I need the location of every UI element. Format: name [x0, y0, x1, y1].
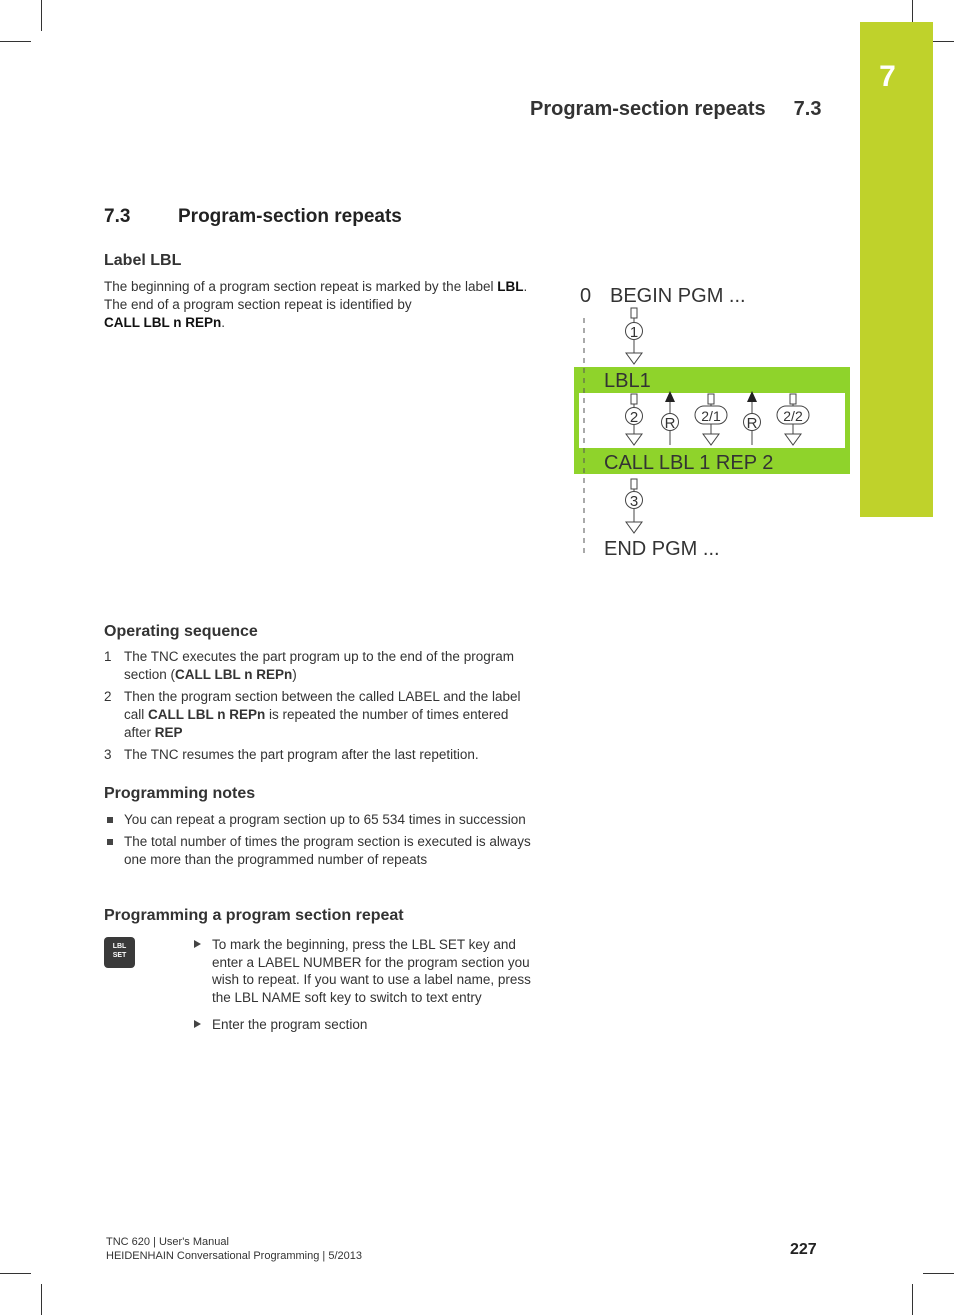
crop-mark: [0, 1273, 31, 1274]
list-item: [104, 648, 534, 684]
operating-steps-list: [104, 648, 534, 768]
running-head-title: Program-section repeats: [530, 98, 766, 120]
page-number: 227: [790, 1241, 817, 1258]
step-text: Then the program section between the called LABEL and the label call: [124, 689, 521, 722]
marker-2-2: 2/2: [783, 408, 803, 424]
section-title-text: Program-section repeats: [178, 206, 402, 227]
list-item: [192, 1016, 544, 1034]
crop-mark: [0, 41, 31, 42]
arrow-repeat-1: [662, 391, 679, 445]
marker-3: 3: [629, 493, 639, 510]
bullet-triangle-icon: [194, 1020, 201, 1028]
footer: [106, 1235, 362, 1263]
band-right-edge: [845, 393, 850, 448]
label-lbl-text-2: . The end of a program section repeat is identified by: [104, 279, 528, 312]
arrow-step-2: [626, 394, 643, 445]
marker-2-1: 2/1: [701, 408, 721, 424]
list-item: [104, 811, 534, 829]
footer-line-2: HEIDENHAIN Conversational Programming | 5/2013: [106, 1250, 362, 1262]
marker-2: 2: [629, 409, 639, 426]
programming-actions-list: [192, 936, 544, 1044]
footer-line-1: TNC 620 | User's Manual: [106, 1236, 229, 1248]
lbl-set-key-icon: [104, 937, 135, 968]
marker-r1: R: [664, 415, 676, 432]
label-lbl-bold-1: LBL: [497, 279, 524, 294]
bullet-square-icon: [107, 817, 113, 823]
label-lbl-bold-2: CALL LBL n REPn: [104, 315, 222, 330]
marker-1: 1: [629, 324, 639, 341]
crop-mark: [912, 1284, 913, 1315]
heading-programming-repeat: Programming a program section repeat: [104, 907, 404, 924]
step-number: 2: [104, 689, 112, 704]
running-head-number: 7.3: [793, 98, 822, 120]
chapter-tab: [860, 22, 933, 517]
begin-line-number: 0: [580, 285, 592, 307]
step-bold: CALL LBL n REPn: [148, 707, 266, 722]
section-title: [104, 206, 402, 228]
step-tail: ): [292, 667, 297, 682]
step-text: The TNC executes the part program up to the end of the program section (: [124, 649, 514, 682]
crop-mark: [41, 1284, 42, 1315]
step-text: The TNC resumes the part program after the last repetition.: [124, 747, 479, 762]
chapter-number: 7: [879, 60, 896, 93]
step-number: 1: [104, 649, 112, 664]
arrow-repeat-2-2: [777, 394, 809, 445]
call-lbl-text: CALL LBL 1 REP 2: [604, 452, 774, 474]
step-bold: CALL LBL n REPn: [175, 667, 293, 682]
heading-label-lbl: Label LBL: [104, 252, 182, 269]
band-left-edge: [574, 393, 579, 448]
step-bold-2: REP: [154, 725, 183, 740]
step-number: 3: [104, 747, 112, 762]
bullet-square-icon: [107, 839, 113, 845]
marker-r2: R: [746, 415, 758, 432]
bullet-triangle-icon: [194, 940, 201, 948]
label-lbl-text-1: The beginning of a program section repeat is marked by the label: [104, 279, 498, 294]
arrow-step-3: [626, 479, 643, 533]
crop-mark: [41, 0, 42, 31]
label-lbl-text-3: .: [221, 315, 226, 330]
crop-mark: [923, 1273, 954, 1274]
list-item: [192, 936, 544, 1006]
note-text: The total number of times the program section is executed is always one more than the programmed number of repeats: [124, 834, 531, 867]
step-mid: is repeated the number of times entered after: [124, 707, 509, 740]
end-pgm-text: END PGM ...: [604, 538, 720, 560]
programming-notes-list: [104, 811, 534, 873]
key-label-line-2: SET: [112, 952, 127, 959]
action-text: To mark the beginning, press the LBL SET key and enter a LABEL NUMBER for the program section you wish to repeat. If you want to use a label name, press the LBL NAME soft key to switch to text entry: [212, 937, 531, 1005]
list-item: [104, 688, 534, 742]
section-number: 7.3: [104, 206, 131, 227]
begin-pgm-text: BEGIN PGM ...: [610, 285, 746, 307]
heading-operating-sequence: Operating sequence: [104, 623, 258, 640]
running-head: [530, 98, 821, 121]
heading-programming-notes: Programming notes: [104, 785, 256, 802]
action-text: Enter the program section: [212, 1017, 368, 1032]
note-text: You can repeat a program section up to 65 534 times in succession: [124, 812, 526, 827]
arrow-repeat-2-1: [695, 394, 727, 445]
lbl1-text: LBL1: [604, 370, 651, 392]
program-repeat-diagram: [570, 280, 855, 565]
list-item: [104, 746, 534, 764]
key-label-line-1: LBL: [112, 943, 127, 950]
arrow-repeat-2: [744, 391, 761, 445]
list-item: [104, 833, 534, 869]
label-lbl-paragraph: [104, 278, 534, 332]
arrow-step-1: [626, 308, 643, 364]
